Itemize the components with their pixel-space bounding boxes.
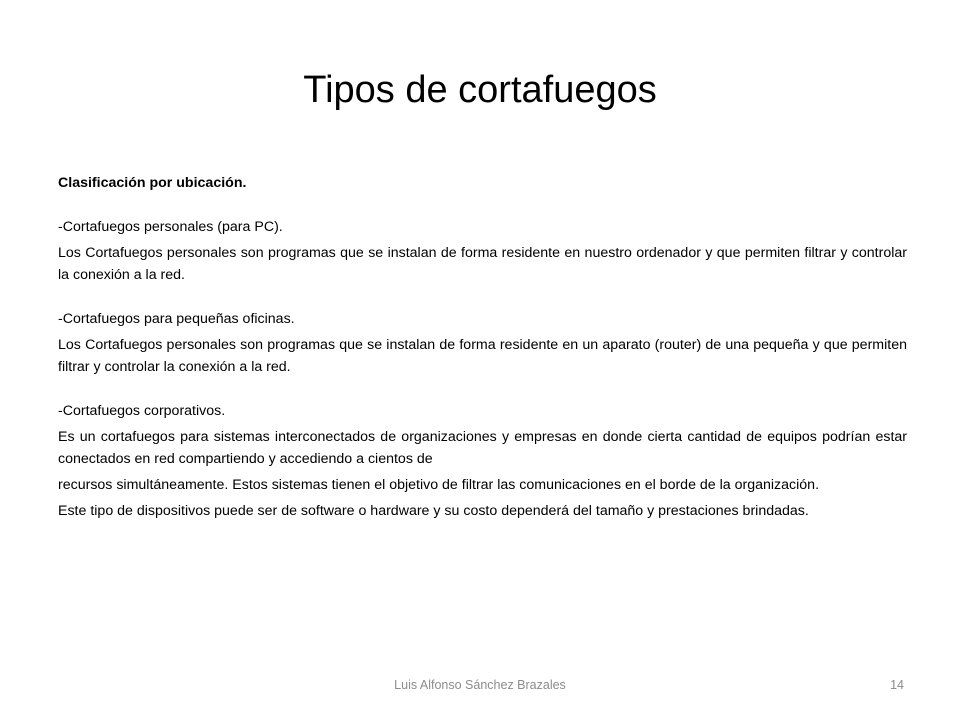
classification-subtitle: Clasificación por ubicación. [58, 175, 247, 191]
section-heading-personal: -Cortafuegos personales (para PC). [58, 219, 283, 235]
section-paragraph-small-office: Los Cortafuegos personales son programas que se instalan de forma residente en un aparato (router) de una pequeña y que permiten filtrar y controlar la conexión a la red. [58, 337, 907, 375]
section-paragraph-corporate-3: Este tipo de dispositivos puede ser de software o hardware y su costo dependerá del tamaño y prestaciones brindadas. [58, 503, 809, 519]
slide-title: Tipos de cortafuegos [303, 69, 657, 111]
footer-page-number: 14 [890, 678, 904, 692]
section-paragraph-corporate-1: Es un cortafuegos para sistemas interconectados de organizaciones y empresas en donde cierta cantidad de equipos podrían estar conectados en red compartiendo y accediendo a cientos de [58, 429, 907, 467]
section-paragraph-personal: Los Cortafuegos personales son programas que se instalan de forma residente en nuestro ordenador y que permiten filtrar y controlar la conexión a la red. [58, 245, 907, 283]
section-heading-small-office: -Cortafuegos para pequeñas oficinas. [58, 311, 295, 327]
footer-author: Luis Alfonso Sánchez Brazales [394, 678, 566, 692]
section-paragraph-corporate-2: recursos simultáneamente. Estos sistemas tienen el objetivo de filtrar las comunicaciones en el borde de la organización. [58, 477, 820, 493]
section-heading-corporate: -Cortafuegos corporativos. [58, 403, 226, 419]
slide-content [58, 172, 907, 522]
